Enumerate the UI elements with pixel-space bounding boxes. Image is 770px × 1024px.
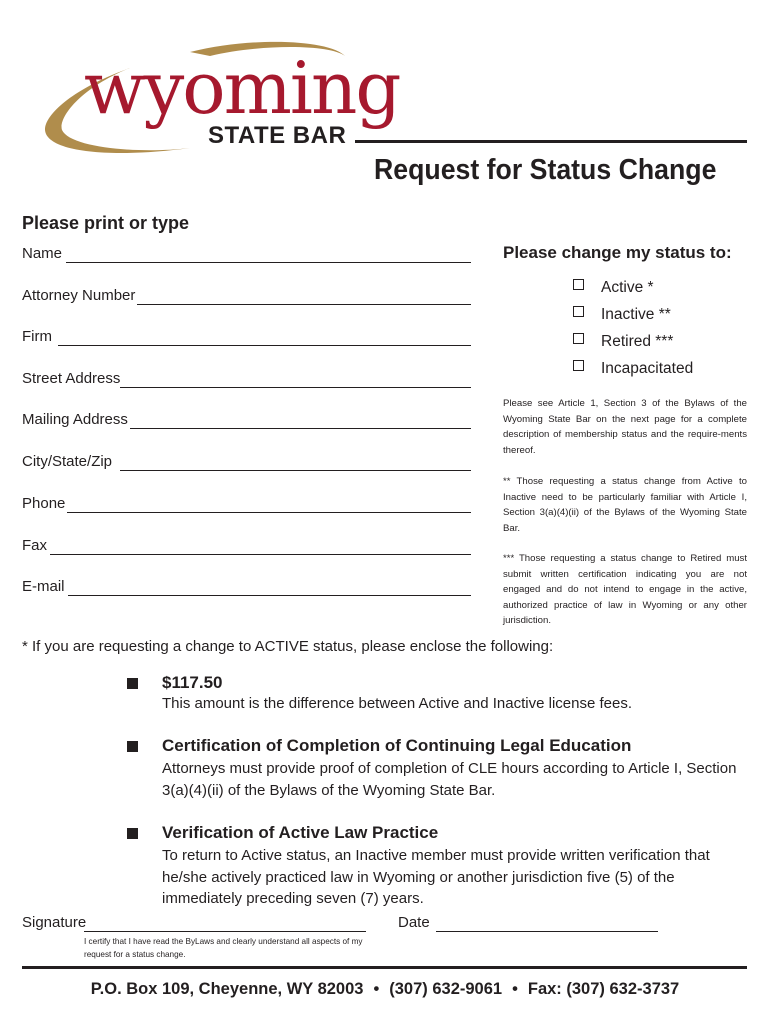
enclose-instructions: * If you are requesting a change to ACTIVE status, please enclose the following: bbox=[22, 638, 554, 655]
cle-description: Attorneys must provide proof of completion of CLE hours according to Article I, Section 3(a)(4)(ii) of the Bylaws of the Wyoming State Bar. bbox=[162, 760, 737, 799]
logo-wordmark: wyoming bbox=[84, 46, 400, 130]
name-label: Name bbox=[22, 245, 63, 262]
firm-field[interactable] bbox=[58, 345, 471, 346]
street-address-field[interactable] bbox=[120, 387, 471, 388]
logo-subtitle: STATE BAR bbox=[208, 122, 347, 149]
email-field[interactable] bbox=[68, 595, 471, 596]
street-address-label: Street Address bbox=[22, 370, 121, 387]
phone-label: Phone bbox=[22, 495, 66, 512]
signature-field[interactable] bbox=[84, 931, 366, 932]
signature-label: Signature bbox=[22, 914, 87, 931]
inactive-checkbox[interactable] bbox=[573, 306, 584, 317]
mailing-address-field[interactable] bbox=[130, 428, 471, 429]
mailing-address-label: Mailing Address bbox=[22, 411, 128, 428]
fee-description: This amount is the difference between Active and Inactive license fees. bbox=[162, 695, 632, 712]
date-label: Date bbox=[398, 914, 430, 931]
city-state-zip-label: City/State/Zip bbox=[22, 453, 113, 470]
inactive-label: Inactive ** bbox=[601, 306, 671, 323]
fee-heading: $117.50 bbox=[162, 673, 223, 692]
city-state-zip-field[interactable] bbox=[120, 470, 471, 471]
phone-field[interactable] bbox=[67, 512, 471, 513]
active-label: Active * bbox=[601, 279, 654, 296]
certification-statement: I certify that I have read the ByLaws and clearly understand all aspects of my request for a status change. bbox=[84, 937, 363, 959]
attorney-number-field[interactable] bbox=[137, 304, 471, 305]
bullet-icon bbox=[127, 678, 138, 689]
footer-separator: • bbox=[512, 980, 518, 998]
footer-address: P.O. Box 109, Cheyenne, WY 82003 bbox=[90, 980, 364, 998]
active-checkbox[interactable] bbox=[573, 279, 584, 290]
practice-description: To return to Active status, an Inactive member must provide written verification that he/she actively practiced law in Wyoming or another jurisdiction five (5) of the immediately preceding seven (7) years. bbox=[162, 847, 710, 907]
footer-contact bbox=[0, 980, 770, 999]
status-option-incapacitated[interactable] bbox=[573, 360, 693, 378]
status-option-active[interactable] bbox=[573, 279, 654, 297]
page-title: Request for Status Change bbox=[374, 154, 717, 186]
incapacitated-label: Incapacitated bbox=[601, 360, 694, 377]
retired-note: *** Those requesting a status change to Retired must submit written certification indicating you are not engaged and do not intend to engage in the active, authorized practice of law in Wyoming or any other jurisdiction. bbox=[503, 553, 747, 626]
inactive-note: ** Those requesting a status change from Active to Inactive need to be particularly familiar with Article I, Section 3(a)(4)(ii) of the Bylaws of the Wyoming State Bar. bbox=[503, 476, 747, 534]
title-rule bbox=[355, 140, 747, 143]
fax-label: Fax bbox=[22, 537, 48, 554]
attorney-number-label: Attorney Number bbox=[22, 287, 136, 304]
email-label: E-mail bbox=[22, 578, 65, 595]
retired-checkbox[interactable] bbox=[573, 333, 584, 344]
footer-rule bbox=[22, 966, 747, 969]
cle-heading: Certification of Completion of Continuing Legal Education bbox=[162, 736, 632, 755]
footer-fax: Fax: (307) 632-3737 bbox=[527, 980, 680, 998]
bylaws-note: Please see Article 1, Section 3 of the Bylaws of the Wyoming State Bar on the next page for a complete description of membership status and the require-ments thereof. bbox=[503, 398, 747, 456]
name-field[interactable] bbox=[66, 262, 471, 263]
date-field[interactable] bbox=[436, 931, 658, 932]
status-option-retired[interactable] bbox=[573, 333, 673, 351]
fax-field[interactable] bbox=[50, 554, 471, 555]
footer-separator: • bbox=[373, 980, 380, 998]
practice-heading: Verification of Active Law Practice bbox=[162, 823, 439, 842]
firm-label: Firm bbox=[22, 328, 52, 345]
status-heading: Please change my status to: bbox=[503, 243, 732, 262]
print-heading: Please print or type bbox=[22, 213, 190, 233]
status-option-inactive[interactable] bbox=[573, 306, 671, 324]
incapacitated-checkbox[interactable] bbox=[573, 360, 584, 371]
bullet-icon bbox=[127, 828, 138, 839]
bullet-icon bbox=[127, 741, 138, 752]
retired-label: Retired *** bbox=[601, 333, 674, 350]
footer-phone: (307) 632-9061 bbox=[389, 980, 503, 998]
